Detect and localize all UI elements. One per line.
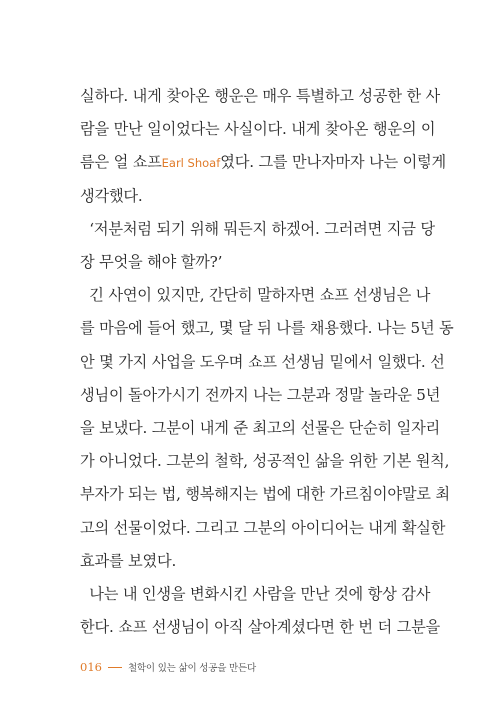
text-line: 람을 만난 일이었다는 사실이다. 내게 찾아온 행운의 이 (80, 120, 436, 139)
running-book-title: 철학이 있는 삶이 성공을 만든다 (127, 663, 256, 675)
text-line: 를 마음에 들어 했고, 몇 달 뒤 나를 채용했다. 나는 5년 동 (80, 319, 454, 338)
text-line: 부자가 되는 법, 행복해지는 법에 대한 가르침이야말로 최 (80, 485, 450, 504)
text-segment: 름은 얼 쇼프 (80, 153, 162, 172)
text-line: 나는 내 인생을 변화시킨 사람을 만난 것에 항상 감사 (80, 585, 431, 603)
text-line: 한다. 쇼프 선생님이 아직 살아계셨다면 한 번 더 그분을 (80, 618, 441, 637)
page-footer (80, 660, 256, 674)
text-line: 생님이 돌아가시기 전까지 나는 그분과 정말 놀라운 5년 (80, 385, 441, 404)
text-segment: 였다. 그를 만나자마자 나는 이렇게 (220, 153, 446, 172)
text-line: 효과를 보였다. (80, 551, 177, 570)
text-line (80, 152, 446, 173)
text-line: 생각했다. (80, 186, 143, 205)
text-line: 안 몇 가지 사업을 도우며 쇼프 선생님 밑에서 일했다. 선 (80, 352, 445, 371)
text-line: 을 보냈다. 그분이 내게 준 최고의 선물은 단순히 일자리 (80, 419, 441, 437)
text-line: 고의 선물이었다. 그리고 그분의 아이디어는 내게 확실한 (80, 518, 446, 537)
text-line: ‘저분처럼 되기 위해 뭐든지 하겠어. 그러려면 지금 당 (80, 219, 435, 238)
text-line: 실하다. 내게 찾아온 행운은 매우 특별하고 성공한 한 사 (80, 87, 441, 105)
text-line: 장 무엇을 해야 할까?’ (80, 253, 223, 271)
page-number: 016 (80, 660, 102, 675)
text-line: 가 아니었다. 그분의 철학, 성공적인 삶을 위한 기본 원칙, (80, 452, 450, 471)
text-line: 긴 사연이 있지만, 간단히 말하자면 쇼프 선생님은 나 (80, 286, 431, 305)
english-name-annotation: Earl Shoaf (161, 156, 221, 171)
footer-divider (108, 667, 122, 668)
